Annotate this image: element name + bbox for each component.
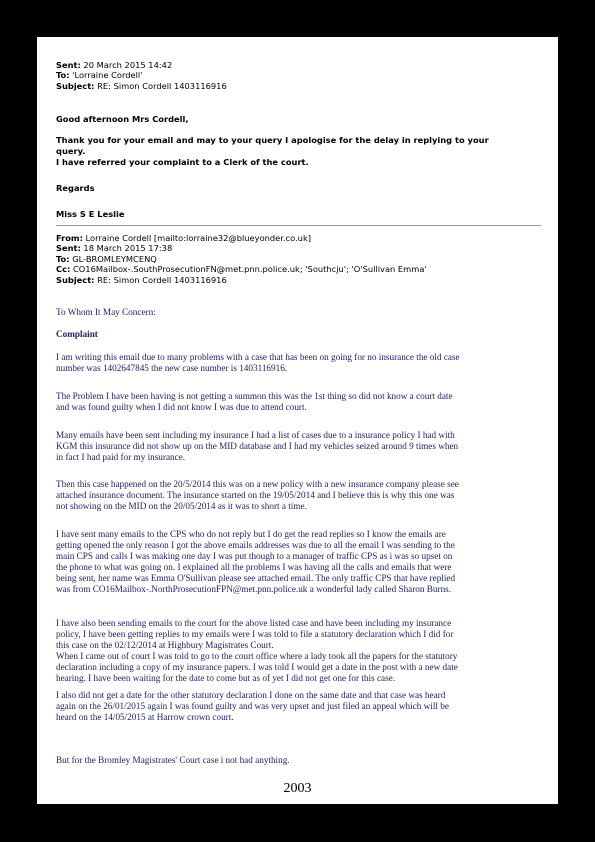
to-line: To: GL-BROMLEYMCENQ bbox=[56, 253, 157, 264]
complaint-paragraph: I have sent many emails to the CPS who do not reply but I do get the read replies so I know the emails are getting opened the only reason I got the above emails addresses was due to all the email I was sending to the main CPS and calls I was making one day I was put though to a manager of traffic CPS as i was so upset on the phone to what was going on. I explained all the problems I was having all the calls and emails that were being sent, her name was Emma O'Sullivan please see attached email. The only traffic CPS that have replied was from CO16Mailbox-.NorthProsecutionFPN@met.pnn.police.uk a wonderful lady called Sharon Burns. bbox=[56, 529, 456, 594]
page-number: 2003 bbox=[283, 781, 312, 796]
reply-greeting: Good afternoon Mrs Cordell, bbox=[56, 114, 189, 124]
reply-regards: Regards bbox=[56, 183, 95, 193]
cc-line: Cc: CO16Mailbox-.SouthProsecutionFN@met.pnn.police.uk; 'Southcju'; 'O'Sullivan Emma' bbox=[56, 264, 427, 275]
reply-signature: Miss S E Leslie bbox=[56, 209, 125, 219]
subject-line: Subject: RE: Simon Cordell 1403116916 bbox=[56, 274, 227, 285]
complaint-paragraph: The Problem I have been having is not getting a summon this was the 1st thing so did not know a court date and was found guilty when I did not know I was due to attend court. bbox=[56, 391, 453, 412]
complaint-paragraph: I also did not get a date for the other statutory declaration I done on the same date and that case was heard again on the 26/01/2015 again I was found guilty and was very upset and just filed an appeal which will be heard on the 14/05/2015 at Harrow crown court. bbox=[56, 690, 449, 722]
to-line: To: 'Lorraine Cordell' bbox=[56, 70, 143, 81]
reply-header bbox=[56, 60, 546, 91]
complaint-paragraph: But for the Bromley Magistrates' Court case i not had anything. bbox=[56, 755, 290, 765]
reply-body bbox=[56, 135, 556, 168]
original-greeting: To Whom It May Concern: bbox=[56, 307, 156, 317]
document-page bbox=[37, 37, 558, 804]
original-header bbox=[56, 233, 551, 285]
complaint-paragraph: Many emails have been sent including my insurance I had a list of cases due to a insurance policy I had with KGM this insurance did not show up on the MID database and I had my vehicles seized around 9 times when in fact I had paid for my insurance. bbox=[56, 430, 459, 462]
reply-body-line: I have referred your complaint to a Clerk of the court. bbox=[56, 157, 309, 167]
sent-line: Sent: 18 March 2015 17:38 bbox=[56, 243, 173, 254]
separator-line bbox=[56, 225, 541, 226]
complaint-paragraph: I have also been sending emails to the court for the above listed case and have been including my insurance policy, I have been getting replies to my emails were I was told to file a statutory declaration which I did for this case on the 02/12/2014 at Highbury Magistrates Court. When I came out of court I was told to go to the court office where a lady took all the papers for the statutory declaration including a copy of my insurance papers. I was told I would get a date in the post with a new date hearing. I have been waiting for the date to come but as of yet I did not get one for this case. bbox=[56, 618, 458, 683]
complaint-heading: Complaint bbox=[56, 329, 98, 339]
sent-line: Sent: 20 March 2015 14:42 bbox=[56, 60, 173, 70]
complaint-paragraph: I am writing this email due to many problems with a case that has been on going for no insurance the old case number was 1402647845 the new case number is 1403116916. bbox=[56, 352, 460, 373]
complaint-paragraph: Then this case happened on the 20/5/2014 this was on a new policy with a new insurance company please see attached insurance document. The insurance started on the 19/05/2014 and I believe this is why this one was not showing on the MID on the 20/05/2014 as it was to short a time. bbox=[56, 479, 459, 511]
from-line: From: Lorraine Cordell [mailto:lorraine32@blueyonder.co.uk] bbox=[56, 233, 311, 243]
reply-body-line: query. bbox=[56, 146, 86, 156]
subject-line: Subject: RE: Simon Cordell 1403116916 bbox=[56, 80, 227, 91]
reply-body-line: Thank you for your email and may to your query I apologise for the delay in replying to your bbox=[56, 135, 489, 145]
